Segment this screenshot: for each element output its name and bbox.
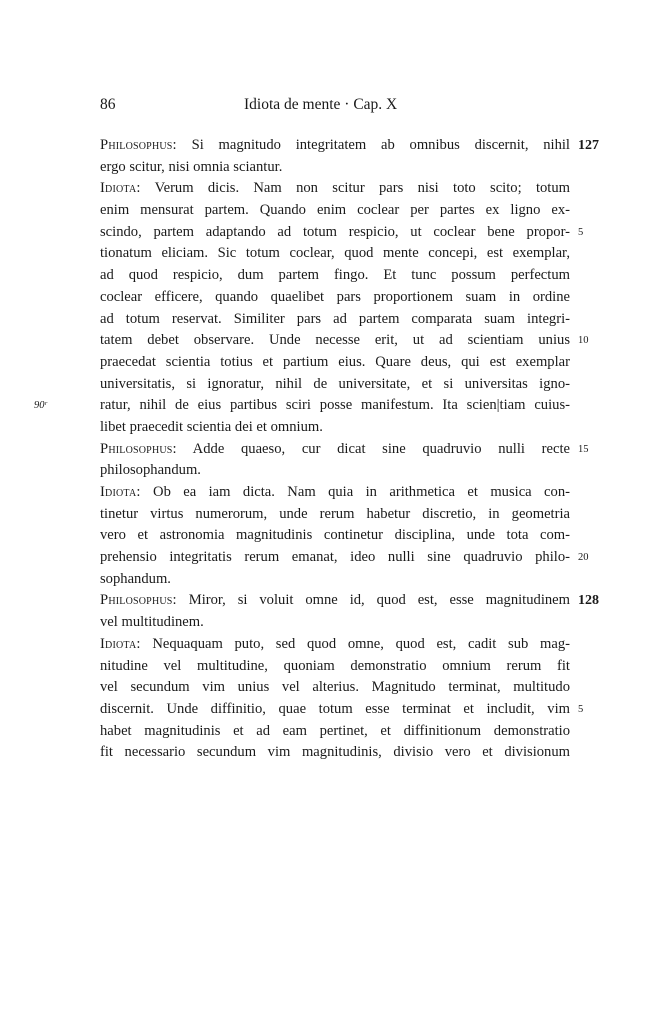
text-line — [100, 157, 570, 179]
text-line — [100, 677, 570, 699]
folio-reference: 90ʳ — [34, 400, 47, 412]
text-line — [100, 547, 589, 569]
line-text: tatem debet observare. Unde necesse erit, ut ad scientiam unius — [100, 332, 570, 349]
line-content — [100, 484, 570, 500]
speaker-name: Idiota: — [100, 635, 141, 652]
line-text: sophandum. — [100, 570, 171, 587]
text-line — [100, 612, 570, 634]
line-text: vel multitudinem. — [100, 614, 204, 631]
line-text: ad totum reservat. Similiter pars ad partem comparata suam integri- — [100, 310, 570, 327]
text-line — [100, 590, 599, 612]
line-text: Adde quaeso, cur dicat sine quadruvio nulli recte — [176, 440, 570, 457]
line-text: coclear efficere, quando quaelibet pars proportionem suam in ordine — [100, 288, 570, 305]
line-content — [100, 267, 570, 283]
line-content — [100, 723, 570, 739]
running-title: Idiota de mente · Cap. X — [244, 96, 398, 113]
line-text: Nequaquam puto, sed quod omne, quod est, cadit sub mag- — [140, 635, 570, 652]
speaker-name: Idiota: — [100, 180, 141, 197]
page-number: 86 — [100, 96, 116, 113]
line-text: ad quod respicio, dum partem fingo. Et tunc possum perfectum — [100, 267, 570, 284]
line-text: scindo, partem adaptando ad totum respicio, ut coclear bene propor- — [100, 223, 570, 240]
line-content — [100, 311, 570, 327]
text-line — [100, 525, 570, 547]
line-content — [100, 636, 570, 652]
section-number: 128 — [578, 593, 599, 609]
line-content — [100, 701, 570, 717]
line-content — [100, 679, 570, 695]
line-number: 10 — [578, 335, 589, 347]
line-number: 20 — [578, 552, 589, 564]
line-content — [100, 614, 204, 630]
text-line — [100, 287, 570, 309]
text-line — [100, 243, 570, 265]
text-line — [100, 309, 570, 331]
line-text: Si magnitudo integritatem ab omnibus discernit, nihil — [176, 137, 570, 153]
text-line — [100, 374, 570, 396]
line-text: universitatis, si ignoratur, nihil de universitate, et si universitas igno- — [100, 375, 570, 392]
line-content — [100, 419, 323, 435]
line-content — [100, 506, 570, 522]
line-content — [100, 376, 570, 392]
text-line — [100, 265, 570, 287]
line-content — [100, 397, 570, 413]
text-line — [100, 330, 589, 352]
line-content — [100, 658, 570, 674]
speaker-name: Idiota: — [100, 484, 141, 500]
speaker-name: Philosophus: — [100, 592, 177, 609]
line-number: 5 — [578, 226, 584, 238]
line-content — [100, 744, 570, 760]
line-content — [100, 159, 282, 175]
text-line — [100, 222, 584, 244]
text-line — [100, 482, 570, 504]
line-content — [100, 245, 570, 261]
line-content — [100, 202, 570, 218]
section-number: 127 — [578, 138, 599, 153]
line-text: enim mensurat partem. Quando enim coclear per partes ex ligno ex- — [100, 202, 570, 219]
text-line — [100, 699, 584, 721]
line-content — [100, 571, 171, 587]
text-line — [100, 569, 570, 591]
dialogue-text — [34, 135, 599, 764]
line-text: Miror, si voluit omne id, quod est, esse magnitudinem — [176, 592, 570, 609]
line-content — [100, 137, 570, 153]
line-text: prehensio integritatis rerum emanat, ideo nulli sine quadruvio philo- — [100, 549, 570, 566]
line-text: tionatum eliciam. Sic totum coclear, quod mente concepi, est exemplar, — [100, 245, 570, 262]
text-line — [100, 135, 599, 157]
line-text: Verum dicis. Nam non scitur pars nisi toto scito; totum — [140, 180, 570, 197]
line-content — [100, 592, 570, 608]
line-content — [100, 441, 570, 457]
line-content — [100, 332, 570, 348]
text-line — [34, 395, 570, 417]
line-content — [100, 354, 570, 370]
text-line — [100, 504, 570, 526]
line-content — [100, 527, 570, 543]
line-text: libet praecedit scientia dei et omnium. — [100, 418, 323, 435]
text-line — [100, 721, 570, 743]
text-line — [100, 352, 570, 374]
line-content — [100, 462, 201, 478]
line-text: discernit. Unde diffinitio, quae totum esse terminat et includit, vim — [100, 700, 570, 717]
text-line — [100, 742, 570, 764]
line-text: Ob ea iam dicta. Nam quia in arithmetica et musica con- — [140, 484, 570, 500]
text-line — [100, 178, 570, 200]
line-text: vel secundum vim unius vel alterius. Magnitudo terminat, multitudo — [100, 679, 570, 696]
text-line — [100, 439, 589, 461]
line-text: tinetur virtus numerorum, unde rerum habetur discretio, in geometria — [100, 505, 570, 522]
text-line — [100, 634, 570, 656]
text-line — [100, 460, 570, 482]
text-line — [100, 656, 570, 678]
speaker-name: Philosophus: — [100, 440, 177, 457]
line-content — [100, 549, 570, 565]
line-text: fit necessario secundum vim magnitudinis, divisio vero et divisionum — [100, 744, 570, 761]
line-number: 5 — [578, 703, 584, 715]
line-text: philosophandum. — [100, 462, 201, 479]
line-text: ratur, nihil de eius partibus sciri posse manifestum. Ita scien|tiam cuius- — [100, 397, 570, 414]
page-header — [0, 96, 650, 118]
line-content — [100, 289, 570, 305]
text-line — [100, 200, 570, 222]
line-text: ergo scitur, nisi omnia sciantur. — [100, 158, 283, 175]
line-text: nitudine vel multitudine, quoniam demonstratio omnium rerum fit — [100, 657, 570, 674]
line-text: habet magnitudinis et ad eam pertinet, et diffinitionum demonstratio — [100, 722, 570, 739]
speaker-name: Philosophus: — [100, 137, 177, 153]
line-content — [100, 180, 570, 196]
line-text: vero et astronomia magnitudinis continetur disciplina, unde tota com- — [100, 527, 570, 544]
line-content — [100, 224, 570, 240]
line-number: 15 — [578, 443, 589, 455]
line-text: praecedat scientia totius et partium eius. Quare deus, qui est exemplar — [100, 353, 570, 370]
text-line — [100, 417, 570, 439]
